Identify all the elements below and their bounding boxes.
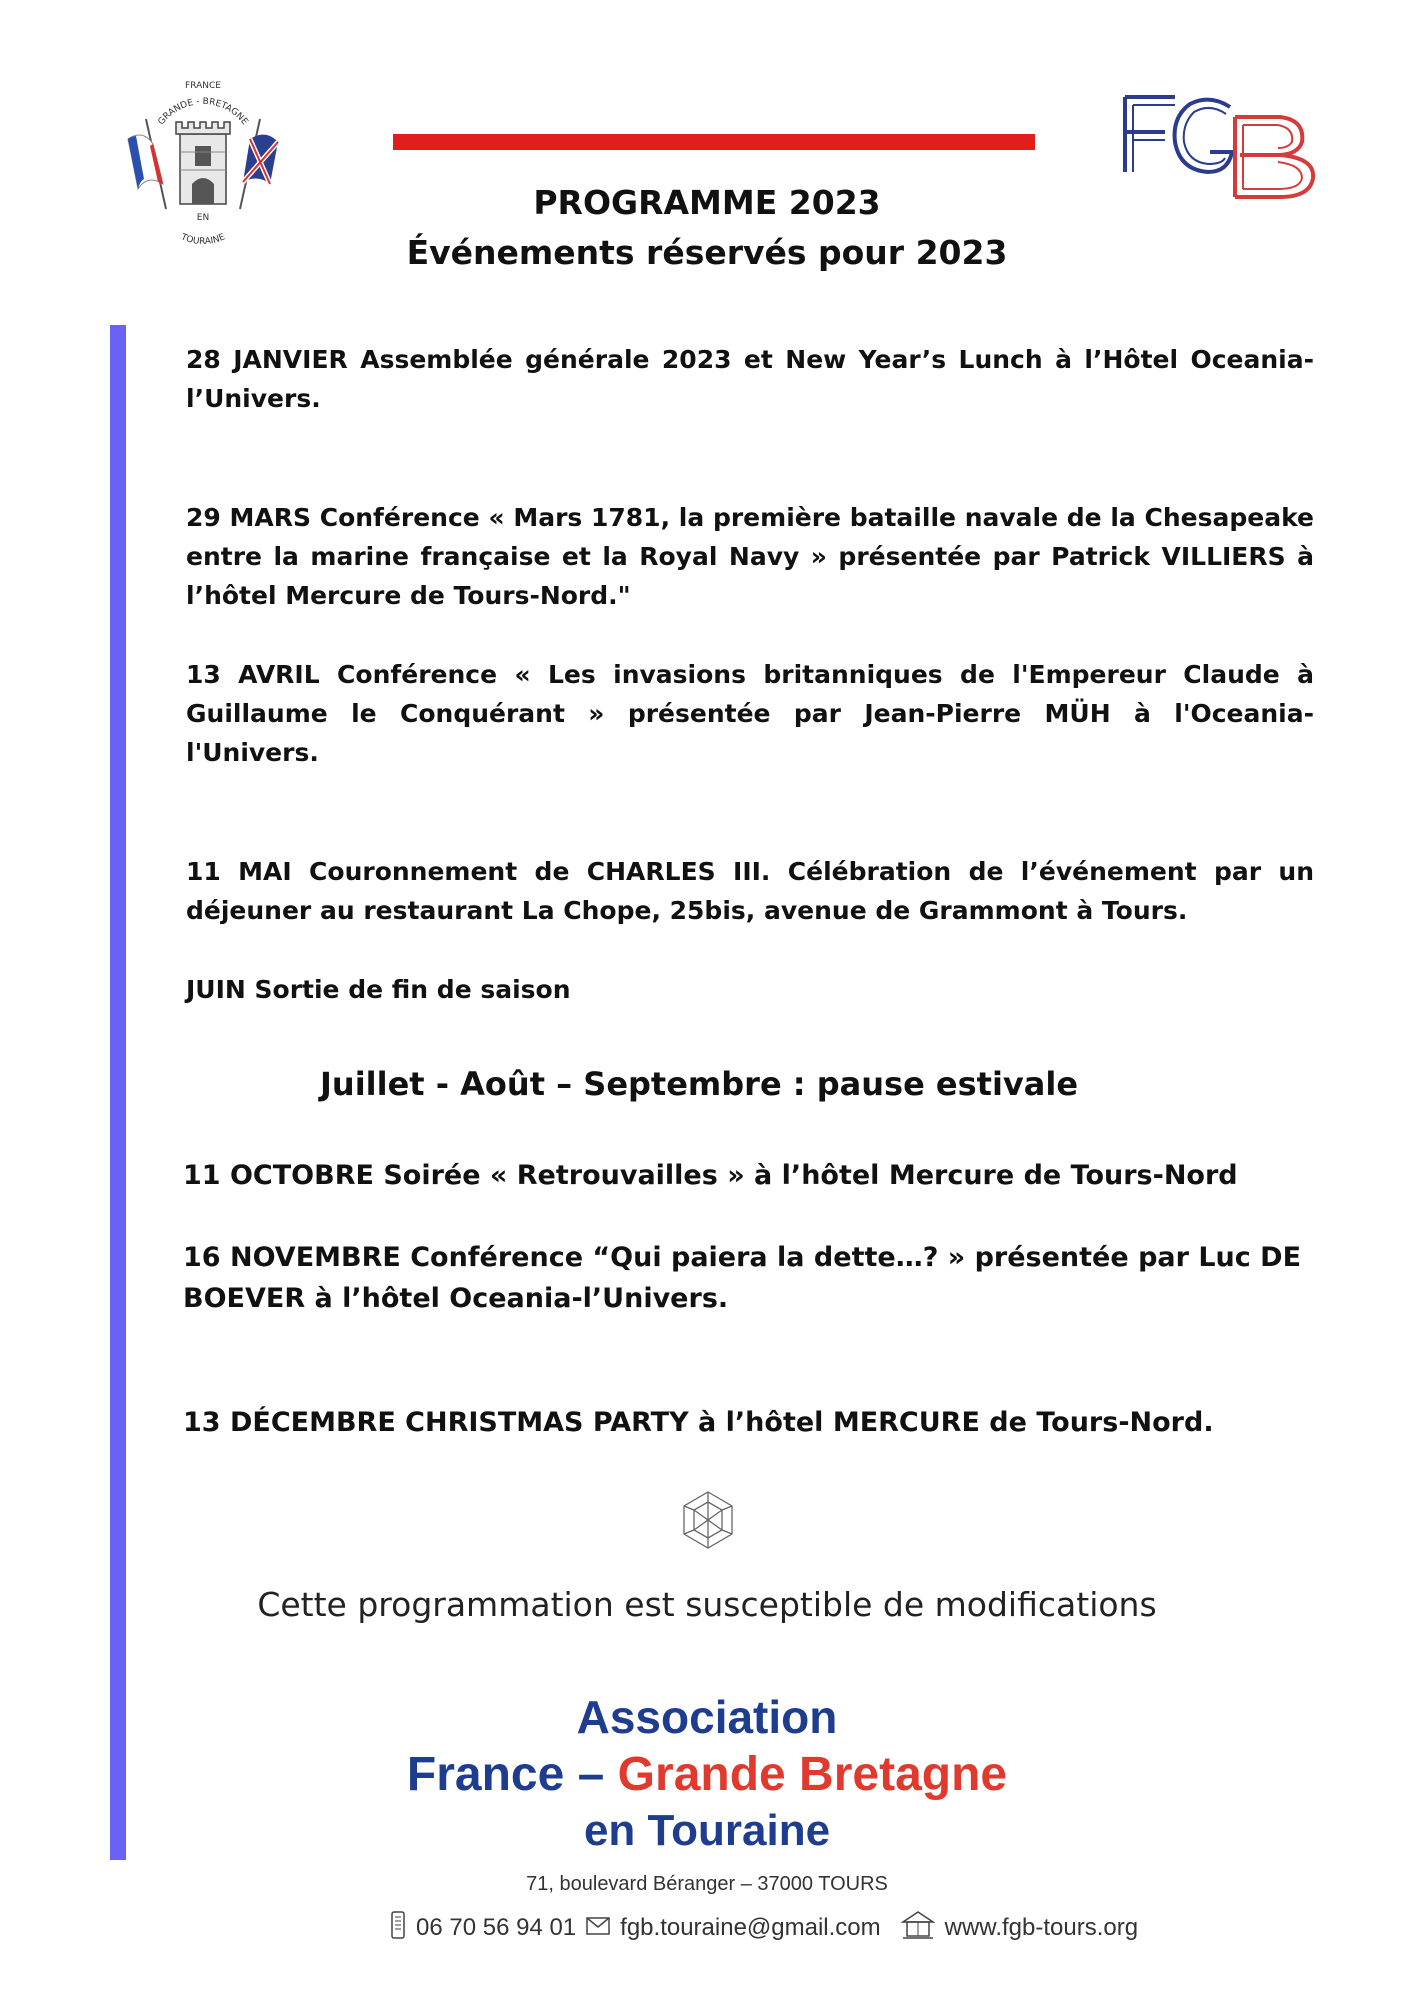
schedule-notice: Cette programmation est susceptible de modifications — [257, 1585, 1157, 1624]
summer-pause: Juillet - Août – Septembre : pause estivale — [320, 1065, 1079, 1103]
phone-number[interactable]: 06 70 56 94 01 — [416, 1914, 577, 1941]
association-france: France – — [406, 1748, 605, 1801]
event-november: 16 NOVEMBRE Conférence “Qui paiera la dette…? » présentée par Luc DE BOEVER à l’hôtel Oceania-l’Univers. — [183, 1242, 1302, 1314]
event-december: 13 DÉCEMBRE CHRISTMAS PARTY à l’hôtel MERCURE de Tours-Nord. — [183, 1407, 1214, 1438]
email-link[interactable]: fgb.touraine@gmail.com — [620, 1914, 881, 1941]
event-april: 13 AVRIL Conférence « Les invasions britanniques de l'Empereur Claude à Guillaume le Conquérant » présentée par Jean-Pierre MÜH à l'Oceania-l'Univers. — [186, 660, 1314, 767]
side-accent-bar — [110, 325, 126, 1860]
page-subtitle: Événements réservés pour 2023 — [406, 233, 1008, 272]
contact-row — [390, 1908, 1139, 1948]
web-icon — [901, 1910, 935, 1947]
red-divider-bar — [393, 134, 1035, 150]
logo-top-text: FRANCE — [185, 81, 221, 91]
page-title: PROGRAMME 2023 — [533, 183, 881, 222]
event-march: 29 MARS Conférence « Mars 1781, la première bataille navale de la Chesapeake entre la marine française et la Royal Navy » présentée par Patrick VILLIERS à l’hôtel Mercure de Tours-Nord." — [186, 503, 1314, 610]
logo-arc-text: GRANDE - BRETAGNE — [156, 96, 250, 128]
event-june: JUIN Sortie de fin de saison — [186, 975, 571, 1004]
event-may: 11 MAI Couronnement de CHARLES III. Célébration de l’événement par un déjeuner au restaurant La Chope, 25bis, avenue de Grammont à Tours. — [186, 857, 1314, 925]
association-address: 71, boulevard Béranger – 37000 TOURS — [526, 1873, 888, 1895]
association-grande-bretagne: Grande Bretagne — [617, 1748, 1008, 1801]
phone-icon — [390, 1911, 406, 1946]
association-name-line2 — [0, 1747, 1414, 1802]
event-october: 11 OCTOBRE Soirée « Retrouvailles » à l’hôtel Mercure de Tours-Nord — [183, 1160, 1238, 1191]
event-january: 28 JANVIER Assemblée générale 2023 et New Year’s Lunch à l’Hôtel Oceania-l’Univers. — [186, 345, 1314, 413]
fgb-logo-text: FGB — [1120, 92, 1123, 93]
mail-icon — [586, 1914, 610, 1942]
association-name-line1: Association — [576, 1691, 838, 1743]
association-name-line3: en Touraine — [583, 1806, 831, 1855]
geometric-ornament-icon — [676, 1488, 740, 1552]
website-link[interactable]: www.fgb-tours.org — [944, 1914, 1139, 1941]
logo-bottom-text: TOURAINE — [179, 232, 227, 244]
logo-mid-text: EN — [196, 213, 210, 223]
